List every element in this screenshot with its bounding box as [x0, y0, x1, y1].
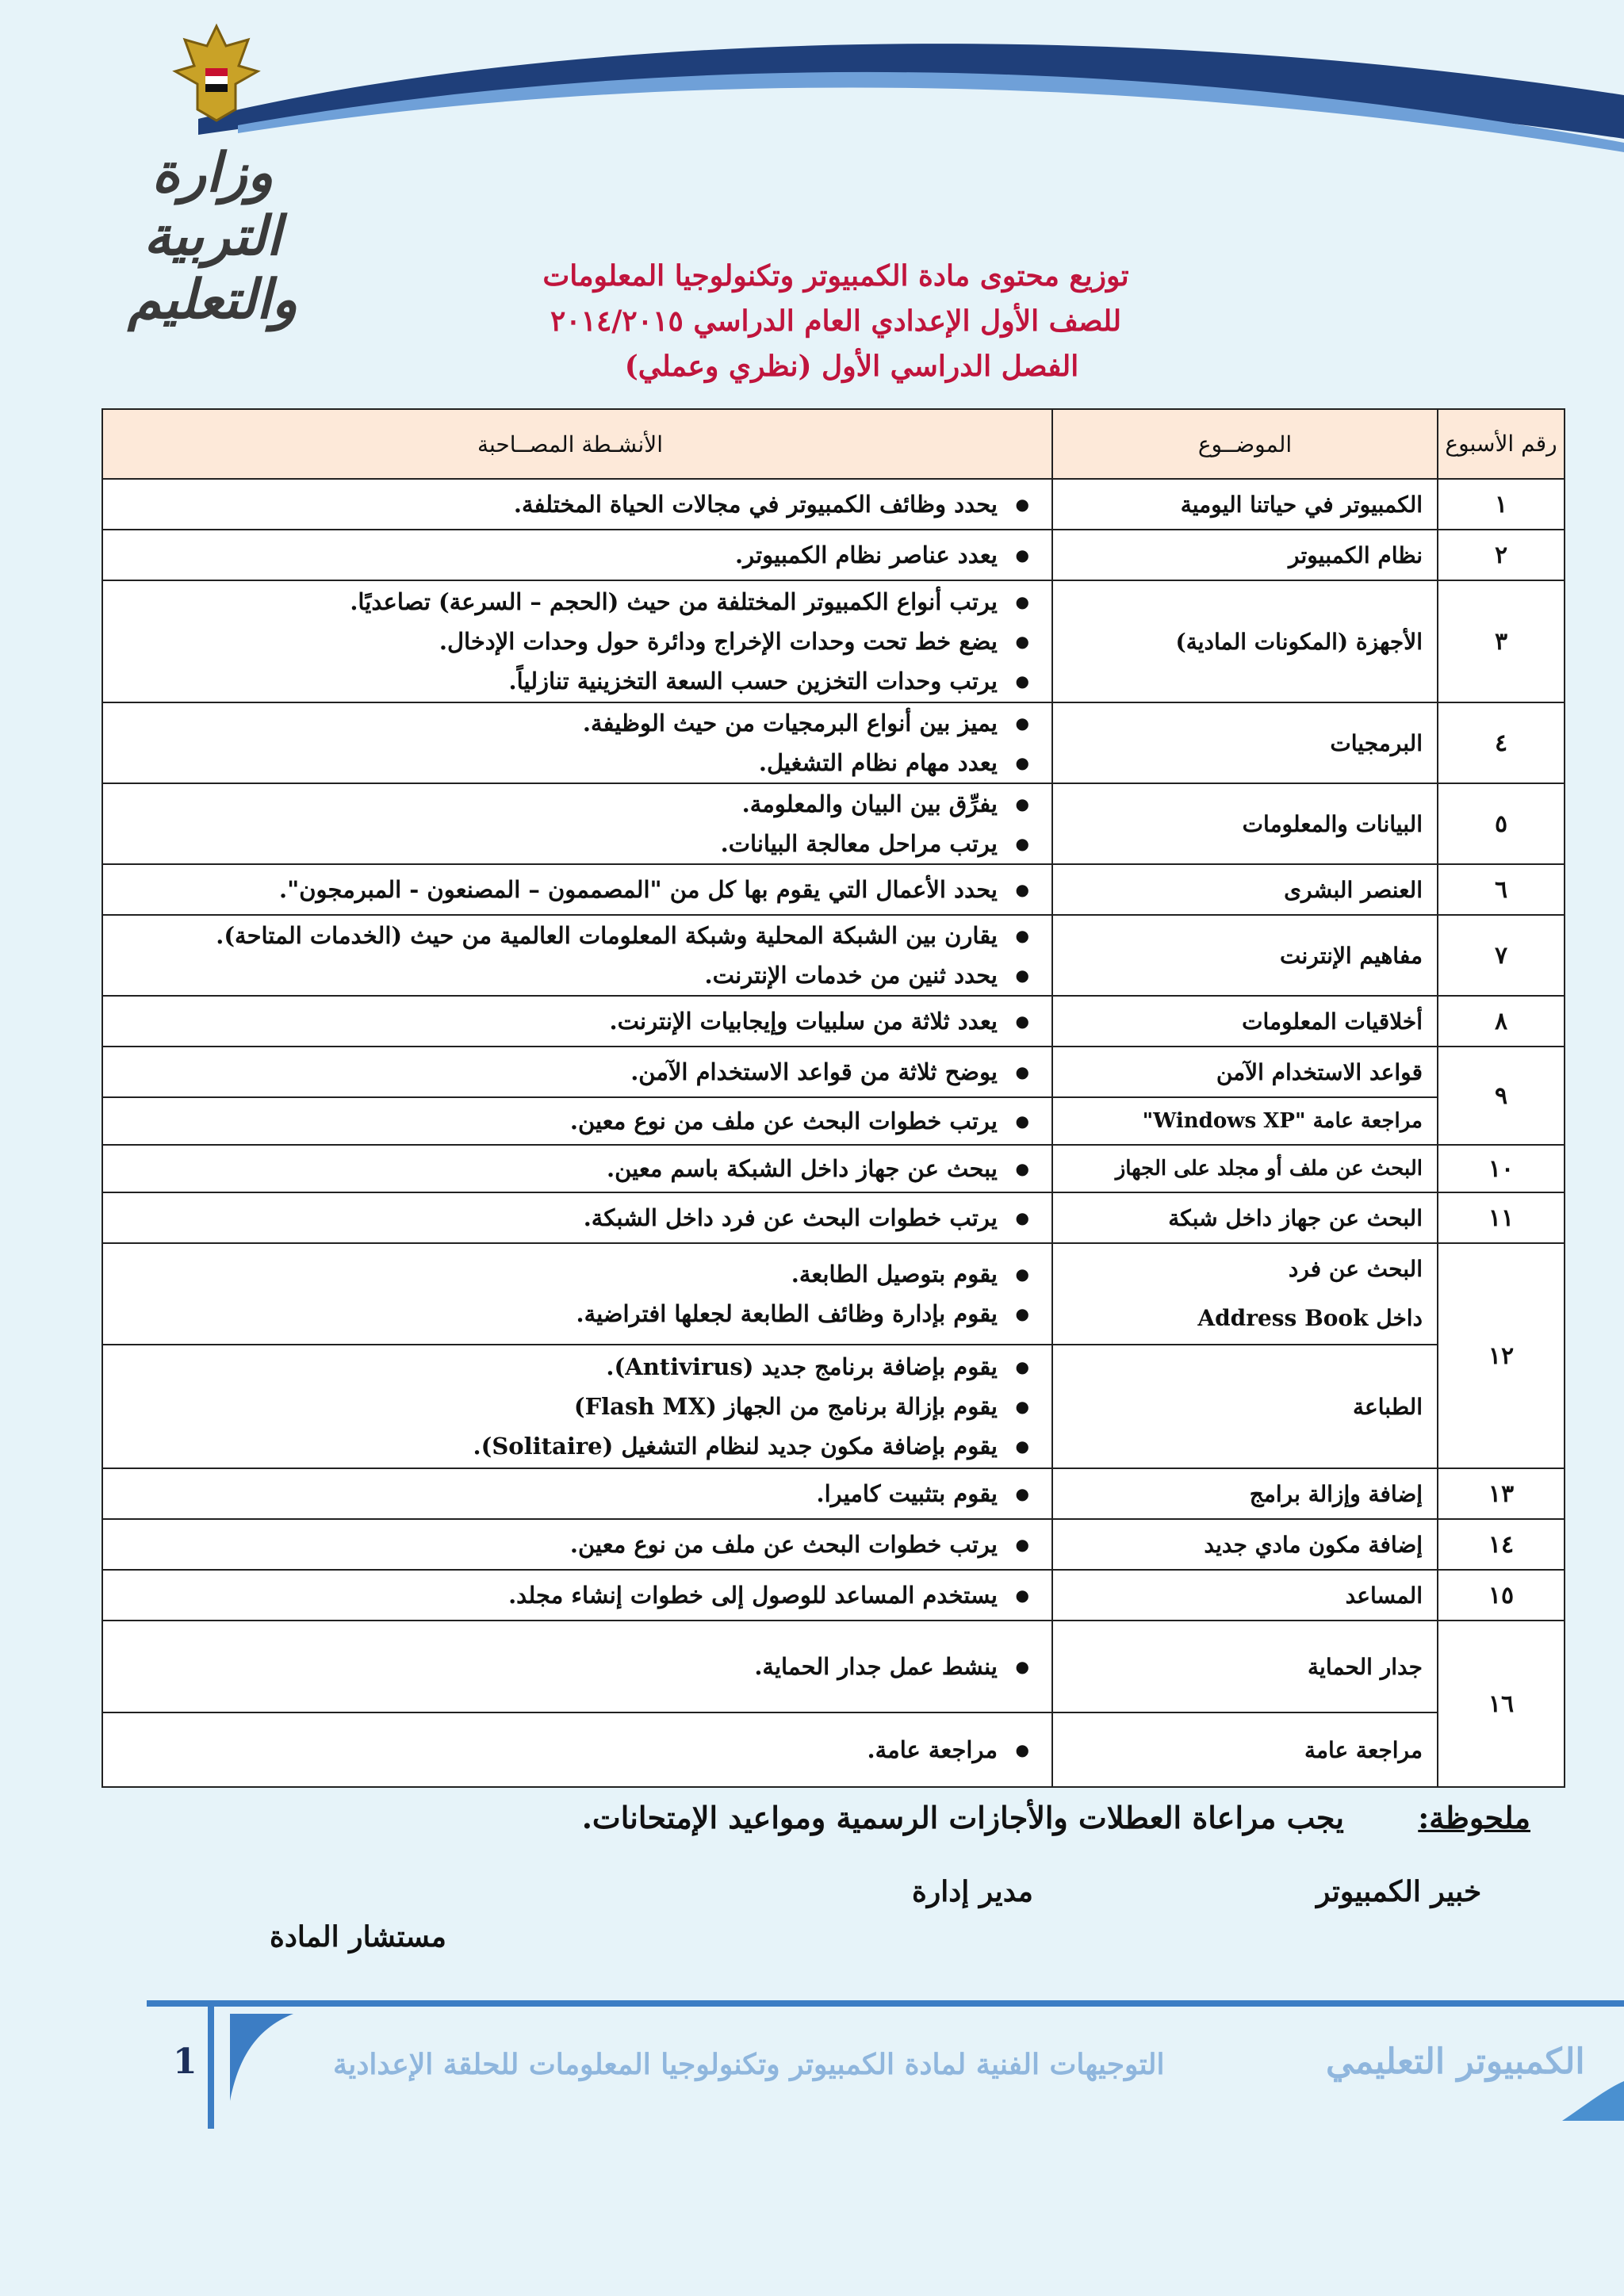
table-row	[102, 580, 1565, 702]
header-week: رقم الأسبوع	[1438, 409, 1565, 479]
week-cell: ١٤	[1438, 1519, 1565, 1570]
topic-cell: مراجعة عامة	[1052, 1712, 1438, 1787]
ministry-logo	[94, 22, 363, 331]
header-activities: الأنشـطة المصــاحبة	[102, 409, 1052, 479]
table-row	[102, 1145, 1565, 1192]
activity-item: ● يحدد وظائف الكمبيوتر في مجالات الحياة المختلفة.	[111, 484, 1029, 524]
activities-cell	[102, 1519, 1052, 1570]
table-row	[102, 479, 1565, 530]
activity-item: ● ينشط عمل جدار الحماية.	[111, 1647, 1029, 1686]
distribution-table	[102, 408, 1565, 1788]
topic-cell: نظام الكمبيوتر	[1052, 530, 1438, 580]
activity-item: ● يفرِّق بين البيان والمعلومة.	[111, 784, 1029, 824]
activity-item: ● يرتب وحدات التخزين حسب السعة التخزينية تنازلياً.	[111, 661, 1029, 701]
footer-corner-shape	[230, 2014, 293, 2101]
activities-cell	[102, 783, 1052, 864]
activities-cell	[102, 1570, 1052, 1621]
activities-cell	[102, 1047, 1052, 1097]
table-row	[102, 783, 1565, 864]
table-header-row	[102, 409, 1565, 479]
week-cell: ١٠	[1438, 1145, 1565, 1192]
signature-expert: خبير الكمبيوتر	[1316, 1875, 1482, 1908]
topic-cell: البرمجيات	[1052, 702, 1438, 783]
activity-item: ● يرتب أنواع الكمبيوتر المختلفة من حيث (الحجم – السرعة) تصاعديًا.	[111, 582, 1029, 622]
logo-lettering: وزارة التربية والتعليم	[127, 141, 298, 331]
document-titles	[0, 254, 1624, 389]
activities-cell	[102, 1192, 1052, 1243]
activity-item: ● مراجعة عامة.	[111, 1730, 1029, 1770]
activities-cell	[102, 996, 1052, 1047]
table-row	[102, 702, 1565, 783]
topic-cell: البحث عن جهاز داخل شبكة	[1052, 1192, 1438, 1243]
week-cell: ٣	[1438, 580, 1565, 702]
table-row	[102, 1097, 1565, 1145]
title-line-2: للصف الأول الإعدادي العام الدراسي ٢٠١٤/٢٠١٥	[550, 304, 1122, 338]
table-row	[102, 530, 1565, 580]
activity-item: ● يرتب خطوات البحث عن ملف من نوع معين.	[111, 1101, 1029, 1141]
footer-swoosh-shape	[1562, 2081, 1624, 2121]
title-line-3: الفصل الدراسي الأول (نظري وعملي)	[624, 350, 1079, 383]
week-cell: ١١	[1438, 1192, 1565, 1243]
week-cell: ٧	[1438, 915, 1565, 996]
table-row	[102, 1192, 1565, 1243]
topic-cell: إضافة وإزالة برامج	[1052, 1468, 1438, 1519]
topic-cell: أخلاقيات المعلومات	[1052, 996, 1438, 1047]
activity-item: ● يضع خط تحت وحدات الإخراج ودائرة حول وحدات الإدخال.	[111, 622, 1029, 661]
activities-cell	[102, 864, 1052, 915]
week-cell: ١٦	[1438, 1621, 1565, 1787]
week-cell: ١٣	[1438, 1468, 1565, 1519]
topic-cell: المساعد	[1052, 1570, 1438, 1621]
activity-item: ● يقارن بين الشبكة المحلية وشبكة المعلومات العالمية من حيث (الخدمات المتاحة).	[111, 916, 1029, 955]
topic-cell: إضافة مكون مادي جديد	[1052, 1519, 1438, 1570]
activities-cell	[102, 580, 1052, 702]
activity-item: ● يقوم بإدارة وظائف الطابعة لجعلها افتراضية.	[111, 1294, 1029, 1334]
activity-item: ● يرتب خطوات البحث عن فرد داخل الشبكة.	[111, 1198, 1029, 1238]
footer-center-text: التوجيهات الفنية لمادة الكمبيوتر وتكنولوجيا المعلومات للحلقة الإعدادية	[333, 2048, 1165, 2081]
eagle-emblem-icon	[169, 22, 264, 125]
topic-cell: جدار الحماية	[1052, 1621, 1438, 1712]
topic-cell	[1052, 1243, 1438, 1345]
week-cell: ١٥	[1438, 1570, 1565, 1621]
week-cell: ٩	[1438, 1047, 1565, 1145]
activities-cell	[102, 1468, 1052, 1519]
activity-item: ● يحدد ثنين من خدمات الإنترنت.	[111, 955, 1029, 995]
topic-cell: مراجعة عامة "Windows XP"	[1052, 1097, 1438, 1145]
activities-cell	[102, 1621, 1052, 1712]
topic-line: البحث عن فرد	[1288, 1256, 1423, 1282]
table-row	[102, 1712, 1565, 1787]
week-cell: ٨	[1438, 996, 1565, 1047]
table-row	[102, 1047, 1565, 1097]
page-number: 1	[173, 2042, 197, 2082]
footer-rule	[147, 2000, 1624, 2007]
topic-cell: الكمبيوتر في حياتنا اليومية	[1052, 479, 1438, 530]
page-footer	[0, 1986, 1624, 2145]
activity-item: ● يقوم بإزالة برنامج من الجهاز (Flash MX)	[111, 1387, 1029, 1426]
note	[582, 1800, 1530, 1835]
topic-cell: قواعد الاستخدام الآمن	[1052, 1047, 1438, 1097]
table-row	[102, 1519, 1565, 1570]
activity-item: ● يعدد مهام نظام التشغيل.	[111, 743, 1029, 783]
activity-item: ● يعدد عناصر نظام الكمبيوتر.	[111, 535, 1029, 575]
activities-cell	[102, 530, 1052, 580]
table-row	[102, 864, 1565, 915]
activity-item: ● يستخدم المساعد للوصول إلى خطوات إنشاء مجلد.	[111, 1575, 1029, 1615]
topic-cell: البحث عن ملف أو مجلد على الجهاز	[1052, 1145, 1438, 1192]
activities-cell	[102, 1097, 1052, 1145]
note-label: ملحوظة:	[1418, 1800, 1530, 1835]
activity-item: ● يعدد ثلاثة من سلبيات وإيجابيات الإنترنت.	[111, 1001, 1029, 1041]
signature-manager: مدير إدارة	[912, 1875, 1033, 1908]
table-row	[102, 1243, 1565, 1345]
week-cell: ٥	[1438, 783, 1565, 864]
signature-advisor: مستشار المادة	[270, 1920, 446, 1954]
activity-item: ● يقوم بتثبيت كاميرا.	[111, 1474, 1029, 1513]
activity-item: ● يميز بين أنواع البرمجيات من حيث الوظيفة.	[111, 703, 1029, 743]
activities-cell	[102, 1243, 1052, 1345]
topic-cell: العنصر البشرى	[1052, 864, 1438, 915]
activities-cell	[102, 702, 1052, 783]
table-row	[102, 996, 1565, 1047]
title-line-1: توزيع محتوى مادة الكمبيوتر وتكنولوجيا المعلومات	[542, 259, 1129, 293]
week-cell: ١٢	[1438, 1243, 1565, 1468]
activity-item: ● يرتب مراحل معالجة البيانات.	[111, 824, 1029, 863]
activities-cell	[102, 479, 1052, 530]
table-row	[102, 1570, 1565, 1621]
header-topic: الموضــوع	[1052, 409, 1438, 479]
week-cell: ٤	[1438, 702, 1565, 783]
topic-line: داخل Address Book	[1197, 1305, 1423, 1331]
activities-cell	[102, 915, 1052, 996]
topic-cell: الطباعة	[1052, 1345, 1438, 1468]
activities-cell	[102, 1145, 1052, 1192]
activity-item: ● يبحث عن جهاز داخل الشبكة باسم معين.	[111, 1149, 1029, 1188]
activities-cell	[102, 1345, 1052, 1468]
footer-right-text: الكمبيوتر التعليمي	[1326, 2042, 1585, 2082]
note-text: يجب مراعاة العطلات والأجازات الرسمية ومواعيد الإمتحانات.	[581, 1800, 1345, 1835]
table-row	[102, 915, 1565, 996]
activity-item: ● يقوم بإضافة برنامج جديد (Antivirus).	[111, 1347, 1029, 1387]
activity-item: ● يقوم بتوصيل الطابعة.	[111, 1254, 1029, 1294]
activity-item: ● يرتب خطوات البحث عن ملف من نوع معين.	[111, 1525, 1029, 1564]
week-cell: ١	[1438, 479, 1565, 530]
activities-cell	[102, 1712, 1052, 1787]
footer-divider	[208, 2002, 214, 2129]
activity-item: ● يقوم بإضافة مكون جديد لنظام التشغيل (Solitaire).	[111, 1426, 1029, 1466]
activity-item: ● يحدد الأعمال التي يقوم بها كل من "المصممون – المصنعون - المبرمجون".	[111, 870, 1029, 909]
table-row	[102, 1621, 1565, 1712]
activity-item: ● يوضح ثلاثة من قواعد الاستخدام الآمن.	[111, 1052, 1029, 1092]
week-cell: ٢	[1438, 530, 1565, 580]
table-row	[102, 1345, 1565, 1468]
topic-cell: الأجهزة (المكونات المادية)	[1052, 580, 1438, 702]
table-row	[102, 1468, 1565, 1519]
topic-cell: البيانات والمعلومات	[1052, 783, 1438, 864]
week-cell: ٦	[1438, 864, 1565, 915]
topic-cell: مفاهيم الإنترنت	[1052, 915, 1438, 996]
